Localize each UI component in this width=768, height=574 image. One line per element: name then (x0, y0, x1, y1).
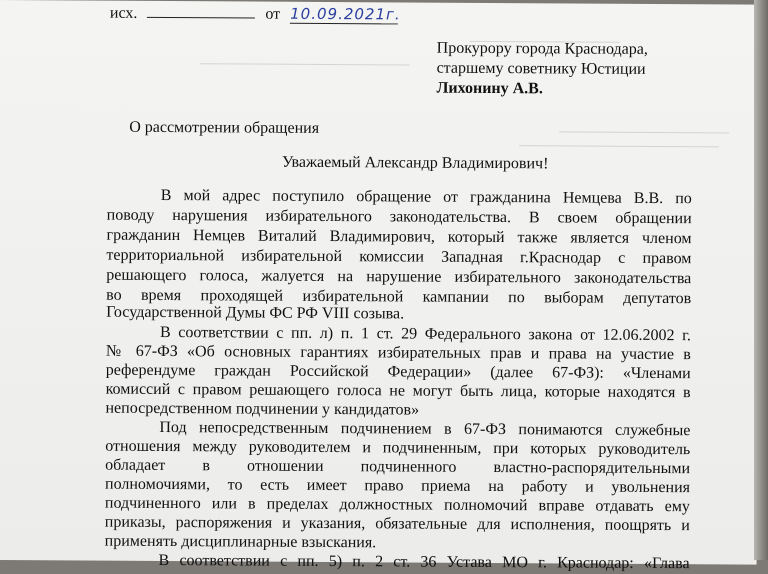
show-through-line (200, 63, 410, 65)
body-line: полномочиями, то есть имеет право приема на работу и увольнения (104, 475, 691, 497)
subject-line: О рассмотрении обращения (129, 118, 320, 137)
body-line: В соответствии с пп. л) п. 1 ст. 29 Федерального закона от 12.06.2002 г. (159, 323, 692, 345)
ref-label: исх. (109, 4, 138, 22)
outgoing-reference-line (109, 4, 401, 25)
body-line: гражданин Немцев Виталий Владимирович, который также является членом (106, 226, 692, 248)
body-line: № 67-ФЗ «Об основных гарантиях избирательных прав и права на участие в (105, 342, 691, 364)
page-edge-shadow (754, 0, 768, 560)
body-line: отношения между руководителем и подчиненным, при которых руководитель (105, 437, 691, 459)
body-line: поводу нарушения избирательного законодательства. В своем обращении (106, 206, 692, 228)
body-line: В соответствии с пп. 5) п. 2 ст. 36 Устава МО г. Краснодар: «Глава (158, 551, 690, 573)
addressee-name: Лихонину А.В. (436, 79, 543, 98)
body-line: территориальной избирательной комиссии Западная г.Краснодар с правом (106, 246, 692, 268)
body-line: обладает в отношении подчиненного властно-распорядительными (105, 456, 691, 478)
body-line: В мой адрес поступило обращение от гражданина Немцева В.В. по (160, 186, 692, 208)
body-line: непосредственном подчинении у кандидатов» (105, 399, 420, 419)
handwritten-date: 10.09.2021г. (290, 4, 401, 24)
show-through-line (559, 131, 729, 133)
body-line: Под непосредственным подчинением в 67-ФЗ понимаются служебные (159, 418, 691, 440)
ref-number-blank (147, 5, 255, 19)
show-through-line (519, 145, 719, 147)
addressee-line-2: старшему советнику Юстиции (436, 59, 646, 78)
body-line: Государственной Думы ФС РФ VIII созыва. (106, 303, 405, 323)
body-line: комиссий с правом решающего голоса не могут быть лица, которые находятся в (105, 380, 691, 402)
body-line: референдуме граждан Российской Федерации» (далее 67-ФЗ): «Членами (105, 361, 691, 383)
addressee-line-1: Прокурору города Краснодара, (436, 39, 648, 58)
body-line: применять дисциплинарные взыскания. (104, 532, 377, 552)
body-line: подчиненного или в пределах должностных полномочий вправе отдавать ему (104, 494, 690, 516)
body-line: приказы, распоряжения и указания, обязательные для исполнения, поощрять и (104, 513, 690, 535)
date-prefix: от (265, 5, 281, 23)
body-line: решающего голоса, жалуется на нарушение избирательного законодательства (106, 266, 692, 288)
body-line: во время проходящей избирательной кампании по выборам депутатов (106, 286, 692, 308)
greeting: Уважаемый Александр Владимирович! (281, 153, 549, 173)
